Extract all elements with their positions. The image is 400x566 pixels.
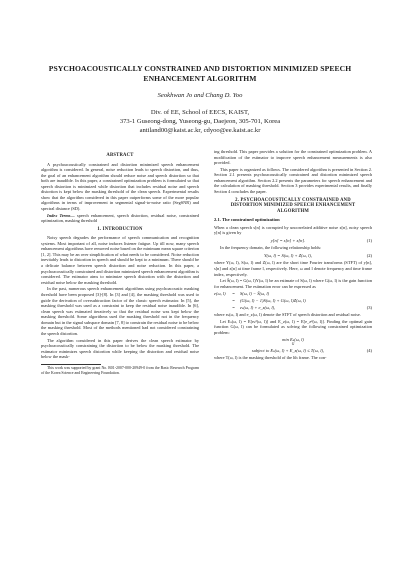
intro-paragraph-3: The algorithm considered in this paper derives the clean speech estimator by psychoacoustically constraining the distortion to be below the masking threshold. The estimator minimizes speech distortion while keeping the distortion and residual noise below the mask- (41, 337, 199, 360)
equation-2-expr: Y(ω, l) = S(ω, l) + Z(ω, l), (264, 252, 312, 258)
intro-heading: 1. INTRODUCTION (97, 226, 143, 232)
title-line-2: ENHANCEMENT ALGORITHM (143, 74, 257, 83)
equation-3-spacer-2 (362, 298, 372, 304)
right-paragraph-9: where T(ω, l) is the masking threshold of the lth frame. The con- (214, 355, 327, 361)
equation-4-subscript: G (291, 341, 295, 346)
intro-paragraph-1: Noisy speech degrades the performance of speech communication and recognition systems. Most important of all, noise induces listener fatigue. Up till now, many speech enhancement algorithms have removed noise based on the minimum mean square criterion [1, 2]. This may be an over simplification of what needs to be considered. Noise reduction inevitably leads to distortion in speech and should be kept to a minimum. There should be a delicate balance between speech distortion and noise reduction. In this paper, a psychoacoustically constrained and distortion minimized speech enhancement algorithm is considered. The estimator aims to minimize speech distortion with the distortion and residual noise below the masking threshold. (41, 235, 199, 285)
authors: Seokhwan Jo and Chang D. Yoo (157, 92, 243, 99)
equation-1 (214, 238, 372, 244)
equation-2-number: (2) (366, 252, 372, 258)
footnote: This work was supported by grant No. R01-2007-000-20949-0 from the Basic Research Program of the Korea Science and Engineering Foundation. (41, 366, 199, 375)
equation-3-row-2: (G(ω, l) − 1)S(ω, l) + G(ω, l)Z(ω, l) (240, 297, 306, 303)
section2-heading (214, 198, 372, 215)
equation-1-number: (1) (366, 237, 372, 243)
equation-2 (214, 253, 372, 259)
right-paragraph-6: Let Ŝ(ω, l) = G(ω, l)Y(ω, l) be an estimate of S(ω, l) where G(ω, l) is the gain function for enhancement. The estimation error can be expressed as (214, 278, 372, 289)
equation-3-blank-1 (214, 298, 232, 304)
equation-3-row-3: eₛ(ω, l) + e_z(ω, l), (240, 304, 276, 310)
equation-4-bottom: subject to Eₛ(ω, l) + E_z(ω, l) ≤ T(ω, l), (251, 347, 325, 353)
equation-3-equals-2: = (232, 297, 236, 303)
right-paragraph-7: where eₛ(ω, l) and e_z(ω, l) denote the STFT of speech distortion and residual noise. (214, 312, 361, 318)
affiliation-line-1: Div. of EE, School of EECS, KAIST, (150, 109, 250, 116)
equation-4-top: min Eₛ(ω, l) (282, 337, 304, 343)
right-paragraph-2: This paper is organized as follows. The considered algorithm is presented in Section 2. Section 2.1 presents psychoacoustically constrained and distortion minimized speech enhancement algorithm. Section 2.2 presents the parameters for speech enhancement and the calculation of masking threshold. Section 3 provides experimental results, and finally Section 4 concludes the paper. (214, 166, 372, 195)
abstract-heading: ABSTRACT (106, 153, 134, 158)
section2-heading-line-1: 2. PSYCHOACOUSTICALLY CONSTRAINED AND (235, 197, 351, 203)
title-line-1: PSYCHOACOUSTICALLY CONSTRAINED AND DISTORTION MINIMIZED SPEECH (48, 64, 352, 73)
right-paragraph-1: ing threshold. This paper provides a solution for the constrained optimization problem. A modification of the estimator to improve speech enhancement measurements is also provided. (214, 149, 372, 166)
equation-3-row-1: S(ω, l) − Ŝ(ω, l) (240, 291, 270, 297)
section2-heading-line-2: DISTORTION MINIMIZED SPEECH ENHANCEMENT (230, 203, 356, 209)
equation-4 (214, 337, 372, 353)
subsection-2-1-heading: 2.1. The constrained optimization (214, 217, 280, 223)
right-paragraph-4: In the frequency domain, the following relationship holds: (220, 245, 322, 251)
right-paragraph-8: Let Eₛ(ω, l) = E[eₛ²(ω, l)] and E_z(ω, l) = E[e_z²(ω, l)]. Finding the optimal gain function G(ω, l) can be formulated as solving the following constrained optimization problem: (214, 318, 372, 335)
equation-4-constraint-row (214, 348, 372, 354)
abstract-text: A psychoacoustically constrained and distortion minimized speech enhancement algorithm is considered. In general, noise reduction leads to speech distortion, and thus, the goal of an enhancement algorithm should reduce noise and speech distortion so that both are inaudible. In this paper, a constrained optimization problem is formulated so that speech distortion is minimized while distortion that includes residual noise and speech distortion is kept below the masking threshold of the clean speech. Experimental results show that the algorithm considered in this paper outperforms some of the more popular algorithms in terms of improvement in segmental signal-to-noise ratio (SegSNR) and spectral distance (SD). (41, 161, 199, 211)
equation-1-expr: y[n] = s[n] + z[n]. (270, 237, 306, 243)
equation-3-equals-1: = (232, 291, 236, 297)
equation-4-number: (4) (366, 347, 372, 353)
right-column (214, 149, 372, 362)
equation-3-blank-2 (214, 305, 232, 311)
section2-heading-line-3: ALGORITHM (276, 208, 309, 214)
equation-3-number: (3) (366, 304, 372, 310)
intro-paragraph-2: In the past, numerous speech enhancement algorithms using psychoacoustic masking threshold have been proposed [3]-[8]. In [3] and [4], the masking threshold was used to guide the derivation of oversubtraction factor of the classic speech estimator. In [5], the masking threshold was used as a constraint to keep the residual noise inaudible. In [6], clean speech was estimated iteratively so that the residual noise was kept below the masking threshold. Some algorithms used the masking threshold not in the frequency domain but in the signal subspace domain [7, 8] to constrain the residual noise to be below the masking threshold. Most of the methods mentioned had not considered constraining the speech distortion. (41, 286, 199, 336)
affiliation-line-2: 373-1 Guseong-dong, Yuseong-gu, Daejeon, 305-701, Korea (119, 118, 281, 126)
index-terms (41, 213, 199, 224)
equation-3-equals-3: = (232, 304, 236, 310)
affiliation-emails: antiland00@kaist.ac.kr, cdyoo@ee.kaist.ac.kr (139, 127, 261, 135)
equation-3 (214, 291, 372, 310)
right-paragraph-5: where Y(ω, l), S(ω, l) and Z(ω, l) are the short time Fourier transforms (STFT) of y[n], s[n] and z[n] at time frame l, respectively. Here, ω and l denote frequency and time frame index, respectively. (214, 260, 372, 277)
index-terms-text: speech enhancement, speech distortion, residual noise, constrained optimization, masking threshold (41, 212, 199, 224)
affiliation (30, 108, 370, 136)
left-column (41, 150, 199, 377)
right-paragraph-3: When a clean speech s[n] is corrupted by uncorrelated additive noise z[n], noisy speech y[n] is given by (214, 224, 372, 236)
footnote-rule (41, 364, 101, 365)
equation-3-lhs: e(ω, l) (214, 291, 226, 297)
index-terms-label: Index Terms— (47, 212, 75, 218)
equation-3-spacer-1 (362, 291, 372, 297)
paper-title (30, 64, 370, 84)
